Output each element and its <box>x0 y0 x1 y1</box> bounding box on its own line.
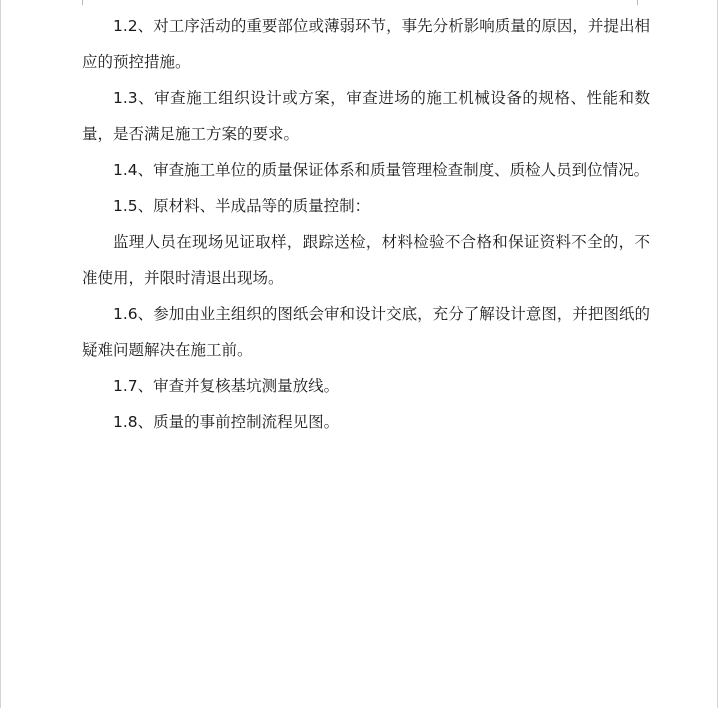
paragraph-1-3: 1.3、审查施工组织设计或方案，审查进场的施工机械设备的规格、性能和数量，是否满足施工方案的要求。 <box>82 89 650 143</box>
paragraph-1-5: 1.5、原材料、半成品等的质量控制： <box>113 197 371 215</box>
paragraph-1-4: 1.4、审查施工单位的质量保证体系和质量管理检查制度、质检人员到位情况。 <box>113 161 650 179</box>
paragraph-supervision: 监理人员在现场见证取样，跟踪送检，材料检验不合格和保证资料不全的，不准使用，并限时清退出现场。 <box>82 233 650 287</box>
paragraph-1-6: 1.6、参加由业主组织的图纸会审和设计交底，充分了解设计意图，并把图纸的疑难问题解决在施工前。 <box>82 305 650 359</box>
crop-mark-left <box>82 0 83 5</box>
paragraph-1-2: 1.2、对工序活动的重要部位或薄弱环节，事先分析影响质量的原因，并提出相应的预控措施。 <box>82 17 650 71</box>
paragraph-1-7: 1.7、审查并复核基坑测量放线。 <box>113 377 340 395</box>
document-body[interactable] <box>82 8 650 440</box>
paragraph-1-8: 1.8、质量的事前控制流程见图。 <box>113 413 340 431</box>
crop-mark-right <box>637 0 638 5</box>
